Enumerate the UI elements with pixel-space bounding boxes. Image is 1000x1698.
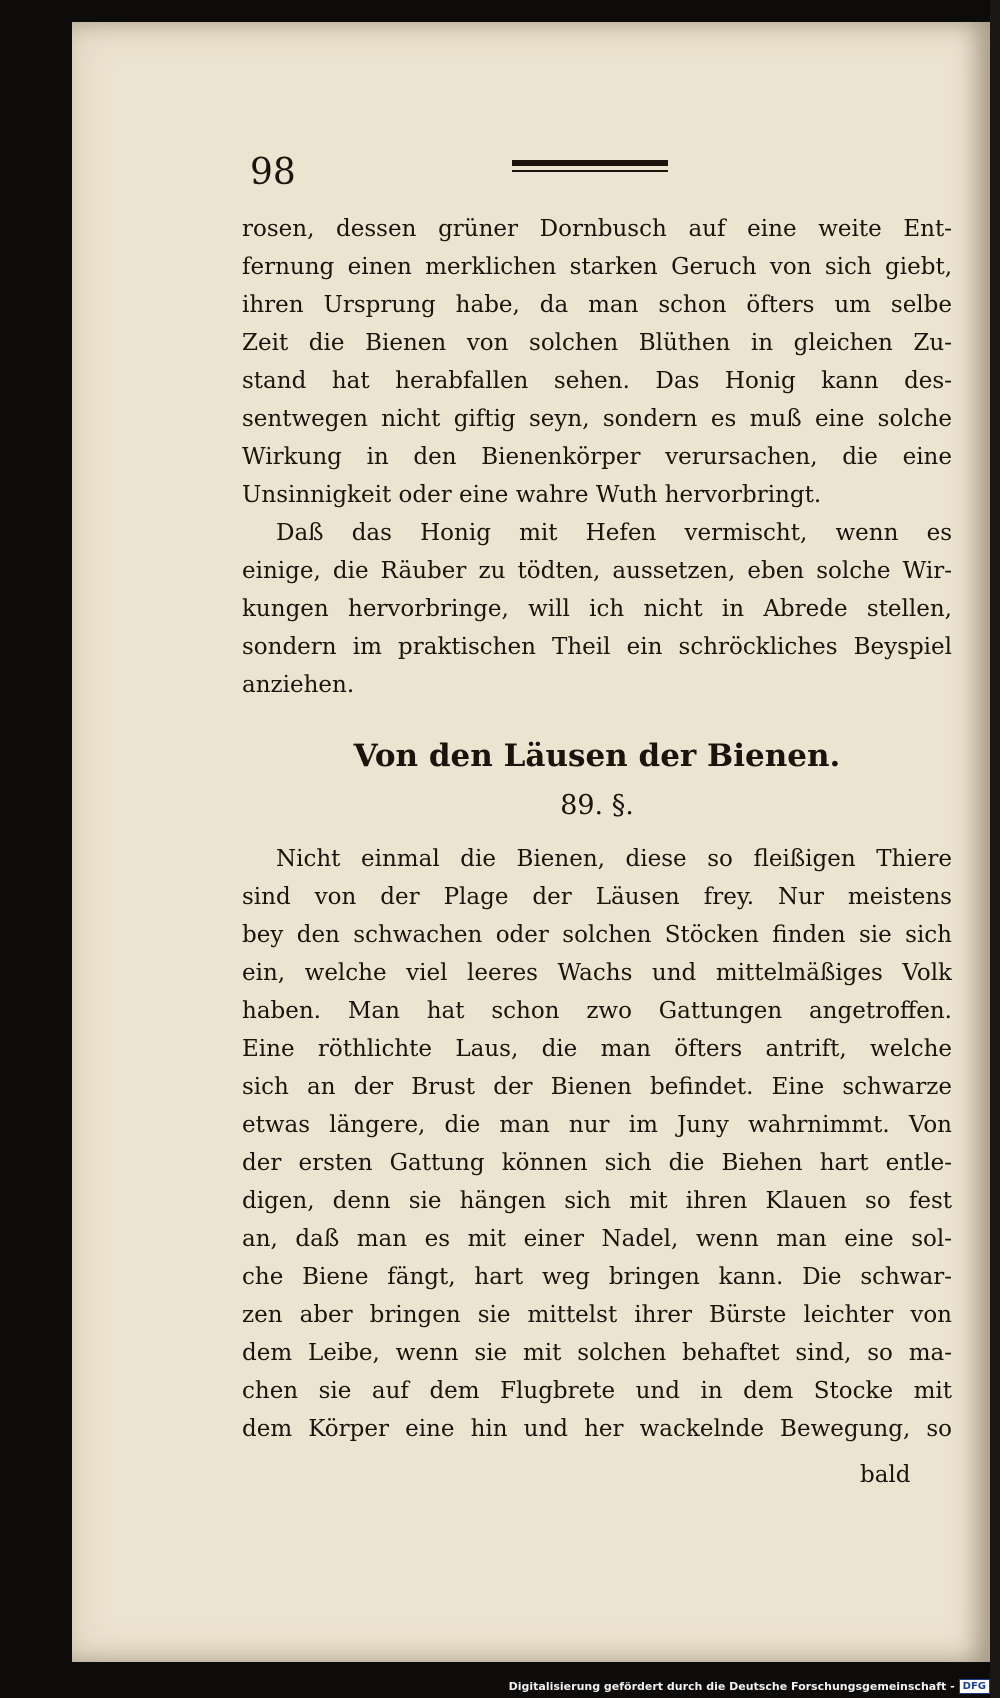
- text-line: Eine röthlichte Laus, die man öfters antrift, welche: [242, 1036, 952, 1062]
- text-line: haben. Man hat schon zwo Gattungen angetroffen.: [242, 998, 952, 1024]
- page-number: 98: [250, 152, 296, 193]
- text-line: zen aber bringen sie mittelst ihrer Bürste leichter von: [242, 1302, 952, 1328]
- text-line: ein, welche viel leeres Wachs und mittelmäßiges Volk: [242, 960, 952, 986]
- text-line: dem Körper eine hin und her wackelnde Bewegung, so: [242, 1416, 952, 1442]
- section-heading: Von den Läusen der Bienen.: [353, 738, 841, 774]
- text-line: sondern im praktischen Theil ein schröckliches Beyspiel: [242, 634, 952, 660]
- text-line: anziehen.: [242, 672, 355, 698]
- text-line: Unsinnigkeit oder eine wahre Wuth hervorbringt.: [242, 482, 822, 508]
- dfg-logo: DFG: [959, 1679, 990, 1694]
- text-line: dem Leibe, wenn sie mit solchen behaftet sind, so ma-: [242, 1340, 952, 1366]
- text-line: kungen hervorbringe, will ich nicht in Abrede stellen,: [242, 596, 952, 622]
- catchword: bald: [860, 1462, 911, 1488]
- text-line: Wirkung in den Bienenkörper verursachen, die eine: [242, 444, 952, 470]
- text-line: Zeit die Bienen von solchen Blüthen in gleichen Zu-: [242, 330, 952, 356]
- text-line: chen sie auf dem Flugbrete und in dem Stocke mit: [242, 1378, 952, 1404]
- digitization-footer: [509, 1676, 990, 1696]
- text-line: einige, die Räuber zu tödten, aussetzen, eben solche Wir-: [242, 558, 952, 584]
- paragraph-number: 89. §.: [560, 790, 634, 821]
- text-line: ihren Ursprung habe, da man schon öfters um selbe: [242, 292, 952, 318]
- text-line: Nicht einmal die Bienen, diese so fleißigen Thiere: [276, 846, 952, 872]
- page-edge: [990, 0, 1000, 1698]
- text-line: bey den schwachen oder solchen Stöcken finden sie sich: [242, 922, 952, 948]
- text-line: sind von der Plage der Läusen frey. Nur meistens: [242, 884, 952, 910]
- text-line: an, daß man es mit einer Nadel, wenn man eine sol-: [242, 1226, 952, 1252]
- text-line: rosen, dessen grüner Dornbusch auf eine weite Ent-: [242, 216, 952, 242]
- text-line: Daß das Honig mit Hefen vermischt, wenn es: [276, 520, 952, 546]
- header-rule-thick: [512, 160, 668, 166]
- text-line: digen, denn sie hängen sich mit ihren Klauen so fest: [242, 1188, 952, 1214]
- text-line: sich an der Brust der Bienen befindet. Eine schwarze: [242, 1074, 952, 1100]
- text-line: sentwegen nicht giftig seyn, sondern es muß eine solche: [242, 406, 952, 432]
- footer-credit-text: Digitalisierung gefördert durch die Deutsche Forschungsgemeinschaft -: [508, 1679, 955, 1693]
- header-rule: [512, 160, 668, 176]
- text-line: stand hat herabfallen sehen. Das Honig kann des-: [242, 368, 952, 394]
- text-line: etwas längere, die man nur im Juny wahrnimmt. Von: [242, 1112, 952, 1138]
- text-line: che Biene fängt, hart weg bringen kann. Die schwar-: [242, 1264, 952, 1290]
- text-line: fernung einen merklichen starken Geruch von sich giebt,: [242, 254, 952, 280]
- header-rule-thin: [512, 170, 668, 172]
- text-line: der ersten Gattung können sich die Biehen hart entle-: [242, 1150, 952, 1176]
